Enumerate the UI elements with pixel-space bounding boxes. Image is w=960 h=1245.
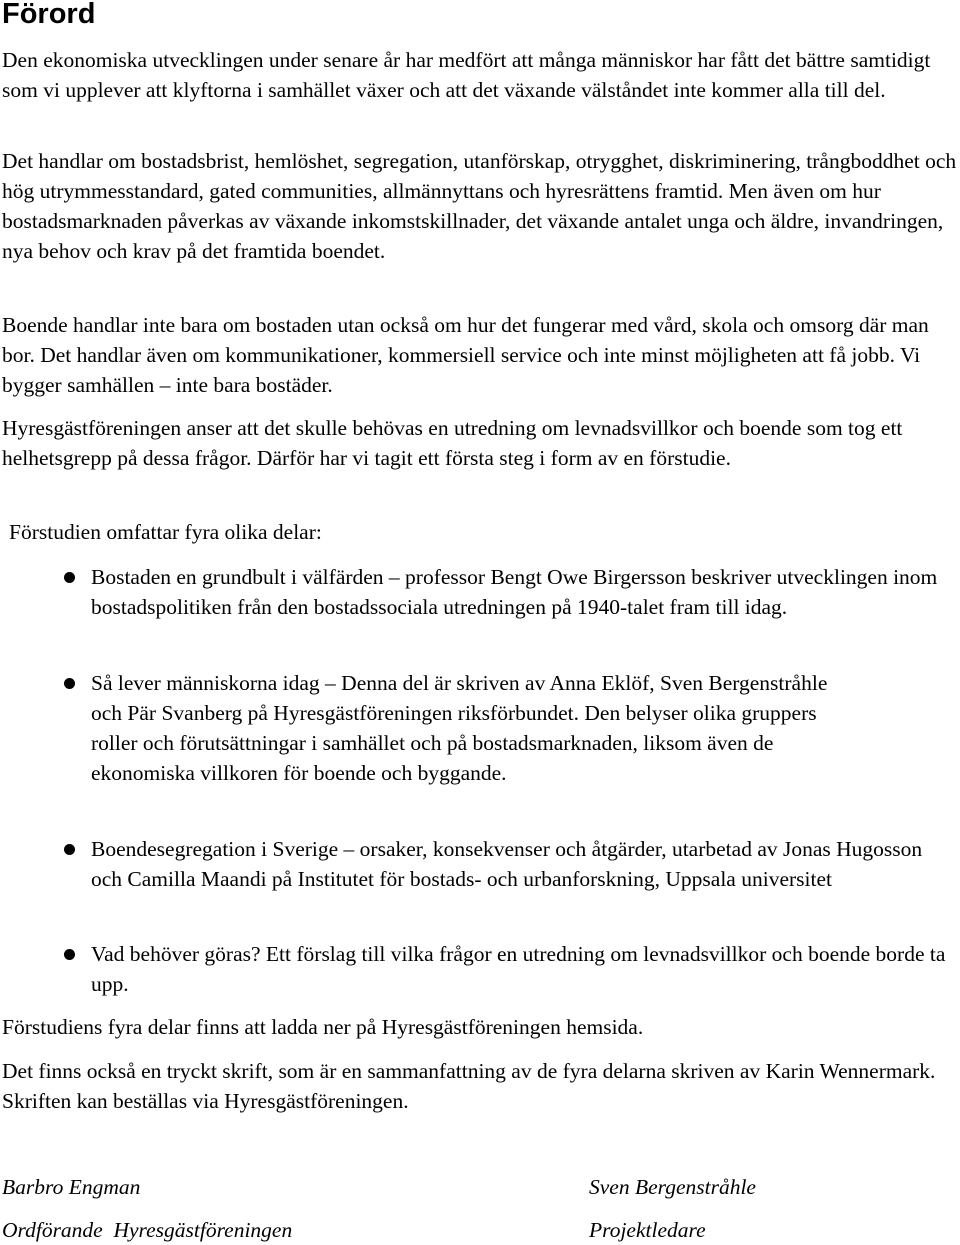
signature-name: Sven Bergenstråhle — [589, 1175, 756, 1199]
bullet-icon — [64, 572, 75, 583]
list-intro: Förstudien omfattar fyra olika delar: — [9, 520, 322, 544]
list-item-text: Vad behöver göras? Ett förslag till vilka frågor en utredning om levnadsvillkor och boende borde ta upp. — [91, 942, 946, 996]
signature-name: Barbro Engman — [2, 1175, 141, 1199]
housing-issues-paragraph: Det handlar om bostadsbrist, hemlöshet, segregation, utanförskap, otrygghet, diskriminering, trångboddhet och hög utrymmesstandard, gated communities, allmännyttans och hyresrättens framtid. Men även om hur bostadsmarknaden påverkas av växande inkomstskillnader, det växande antalet unga och äldre, invandringen, nya behov och krav på det framtida boendet. — [2, 149, 957, 263]
bullet-icon — [64, 844, 75, 855]
printed-paragraph: Det finns också en tryckt skrift, som är en sammanfattning av de fyra delarna skriven av Karin Wennermark. Skriften kan beställas via Hyresgästföreningen. — [2, 1059, 936, 1113]
living-paragraph: Boende handlar inte bara om bostaden utan också om hur det fungerar med vård, skola och omsorg där man bor. Det handlar även om kommunikationer, kommersiell service och inte minst möjligheten att få jobb. Vi bygger samhällen – inte bara bostäder. — [2, 313, 929, 397]
list-item-text: Boendesegregation i Sverige – orsaker, konsekvenser och åtgärder, utarbetad av Jonas Hugosson och Camilla Maandi på Institutet för bostads- och urbanforskning, Uppsala universitet — [91, 837, 923, 891]
signature-role: Projektledare — [589, 1218, 706, 1242]
bullet-icon — [64, 678, 75, 689]
study-paragraph: Hyresgästföreningen anser att det skulle behövas en utredning om levnadsvillkor och boende som tog ett helhetsgrepp på dessa frågor. Därför har vi tagit ett första steg i form av en förstudie. — [2, 416, 903, 470]
download-paragraph: Förstudiens fyra delar finns att ladda ner på Hyresgästföreningen hemsida. — [2, 1015, 644, 1039]
signature-role: Ordförande Hyresgästföreningen — [2, 1218, 293, 1242]
bullet-icon — [64, 949, 75, 960]
page-title: Förord — [2, 0, 96, 30]
intro-paragraph: Den ekonomiska utvecklingen under senare år har medfört att många människor har fått det bättre samtidigt som vi upplever att klyftorna i samhället växer och att det växande välståndet inte kommer alla till del. — [2, 48, 931, 102]
list-item-text: Så lever människorna idag – Denna del är skriven av Anna Eklöf, Sven Bergenstråhle och Pär Svanberg på Hyresgästföreningen riksförbundet. Den belyser olika gruppers roller och förutsättningar i samhället och på bostadsmarknaden, liksom även de ekonomiska villkoren för boende och byggande. — [91, 671, 828, 785]
list-item-text: Bostaden en grundbult i välfärden – professor Bengt Owe Birgersson beskriver utvecklingen inom bostadspolitiken från den bostadssociala utredningen på 1940-talet fram till idag. — [91, 565, 938, 619]
